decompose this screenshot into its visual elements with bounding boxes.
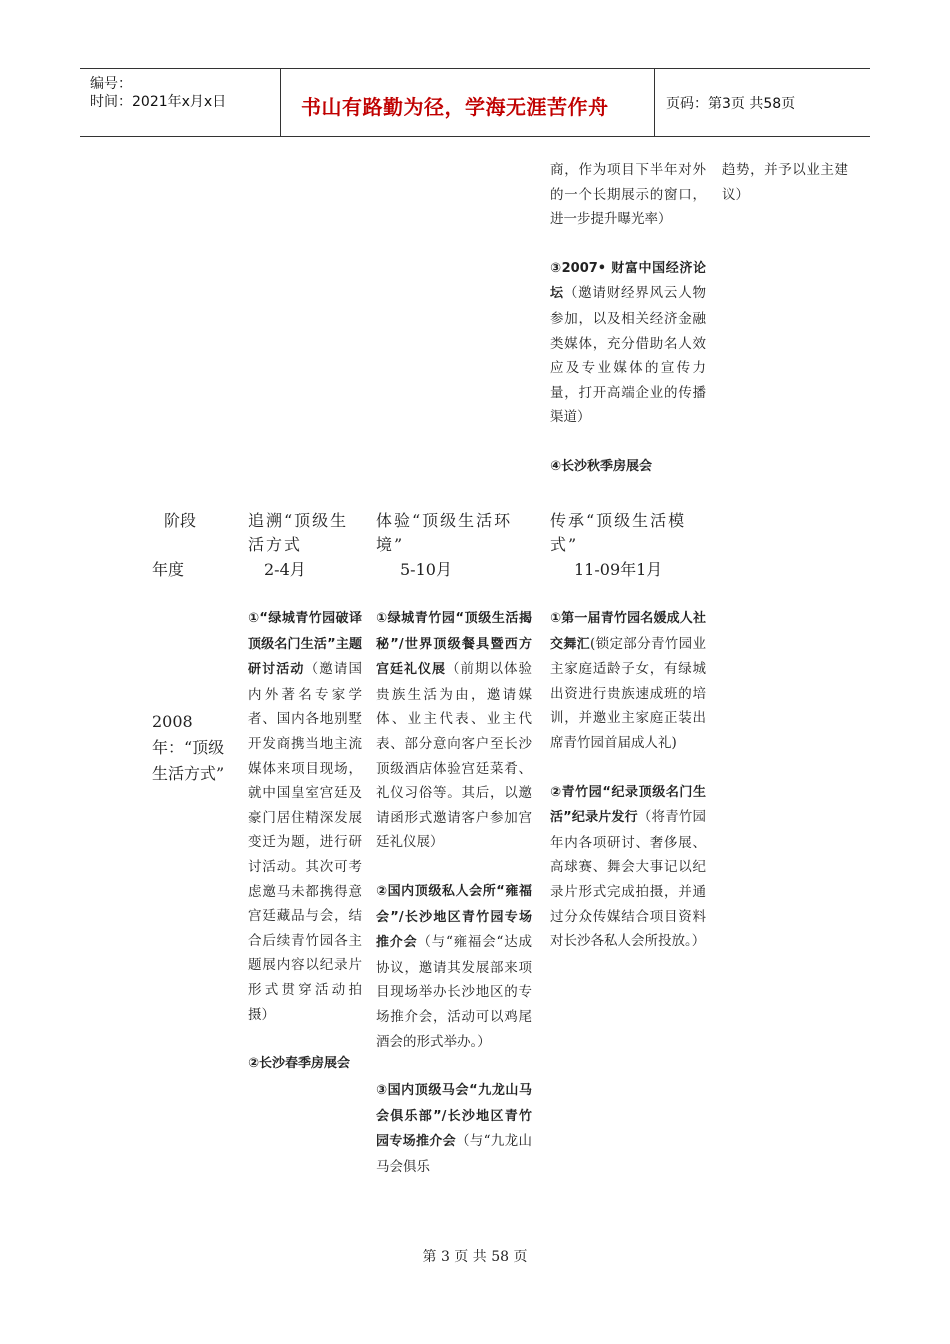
col3-item2: [550, 780, 706, 954]
page-info: 页码：第3页 共58页: [666, 96, 796, 112]
phase3-period: 11-09年1月: [574, 560, 663, 579]
motto: 书山有路勤为径，学海无涯苦作舟: [301, 95, 609, 119]
col1-item2: [248, 1051, 362, 1077]
col2-item2: [376, 879, 532, 1054]
header-meta: [80, 69, 281, 136]
phase1-period: 2-4月: [264, 560, 306, 579]
col3-item1-title: ①第一届青竹园名媛成人社交舞汇: [550, 611, 706, 652]
page-header: [80, 68, 870, 137]
continued-col3-p1: 商，作为项目下半年对外的一个长期展示的窗口，进一步提升曝光率）: [550, 162, 706, 228]
col2-item2-body: （与“雍福会“达成协议，邀请其发展部来项目现场举办长沙地区的专场推介会，活动可以鸡尾酒会的形式举办。）: [376, 934, 532, 1050]
date-label: 时间：2021年x月x日: [90, 94, 227, 110]
row-2008-col3: [550, 606, 706, 978]
row-2008-col2: [376, 606, 532, 1203]
col2-item1-body: （前期以体验贵族生活为由，邀请媒体、业主代表、业主代表、部分意向客户至长沙顶级酒店体验宫廷菜肴、礼仪习俗等。其后，以邀请函形式邀请客户参加宫廷礼仪展）: [376, 661, 532, 851]
phase2-title: 体验“顶级生活环境”: [376, 511, 513, 554]
col3-item2-body: （将青竹园年内各项研讨、奢侈展、高球赛、舞会大事记以纪录片形式完成拍摄，并通过分众传媒结合项目资料对长沙各私人会所投放。）: [550, 809, 707, 950]
continued-col3-p3: [550, 454, 706, 480]
continued-col4: [722, 158, 848, 231]
col1-item1-title: ①“绿城青竹园破译顶级名门生活”主题研讨活动: [248, 611, 362, 678]
col2-item1-title: ①绿城青竹园“顶级生活揭秘”/世界顶级餐具暨西方宫廷礼仪展: [376, 611, 532, 678]
phase1-title: 追溯“顶级生活方式: [248, 511, 349, 554]
phase2-period: 5-10月: [400, 560, 452, 579]
continued-col4-p1: 趋势，并予以业主建议）: [722, 162, 848, 203]
col1-item1-body: （邀请国内外著名专家学者、国内各地别墅开发商携当地主流媒体来项目现场，就中国皇室宫廷及豪门居住精深发展变迁为题，进行研讨活动。其次可考虑邀马未都携得意宫廷藏品与会，结合后续青竹园各主题展内容以纪录片形式贯穿活动拍摄）: [248, 661, 362, 1023]
col2-item3: [376, 1078, 532, 1179]
continued-col3-p2: [550, 256, 706, 430]
col3-item1: [550, 606, 706, 756]
continued-col3-p2-body: （邀请财经界风云人物参加，以及相关经济金融类媒体，充分借助名人效应及专业媒体的宣传力量，打开高端企业的传播渠道）: [550, 285, 706, 426]
col2-item1: [376, 606, 532, 855]
continued-col3-p2-title: ③2007• 财富中国经济论坛: [550, 260, 706, 302]
col2-item3-body: （与“九龙山马会俱乐: [376, 1133, 532, 1175]
col2-item2-title: ②国内顶级私人会所“雍福会”/长沙地区青竹园专场推介会: [376, 883, 532, 951]
continued-col3-p3-title: ④长沙秋季房展会: [550, 458, 653, 474]
row-2008-year: 2008年：“顶级生活方式”: [152, 712, 225, 783]
col2-item3-title: ③国内顶级马会“九龙山马会俱乐部”/长沙地区青竹园专场推介会: [376, 1083, 532, 1150]
stage-label: 阶段: [164, 511, 197, 530]
header-motto-cell: [281, 69, 655, 136]
row-2008-col1: [248, 606, 362, 1101]
phase3-title: 传承“顶级生活模式”: [550, 511, 687, 554]
page-footer: 第 3 页 共 58 页: [422, 1249, 528, 1265]
continued-col3: [550, 158, 706, 504]
col1-item2-title: ②长沙春季房展会: [248, 1056, 351, 1072]
number-label: 编号：: [90, 76, 132, 92]
col1-item1: [248, 606, 362, 1027]
col3-item2-title: ②青竹园“纪录顶级名门生活”纪录片发行: [550, 784, 706, 826]
col3-item1-body: (锁定部分青竹园业主家庭适龄子女，有绿城出资进行贵族速成班的培训，并邀业主家庭正装出席青竹园首届成人礼): [550, 635, 706, 751]
year-label: 年度: [152, 560, 185, 579]
